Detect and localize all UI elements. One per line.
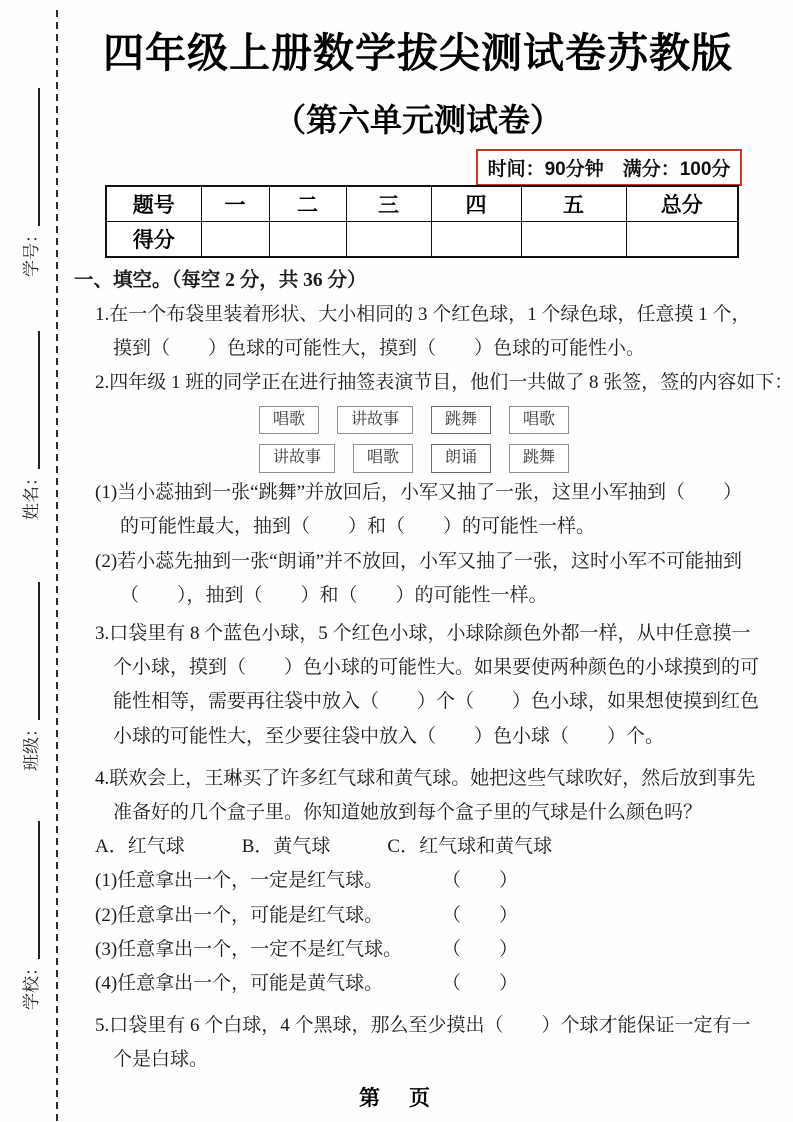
score-table-header-cell: 一 — [201, 186, 269, 222]
time-score-box — [476, 149, 742, 186]
lottery-tag: 唱歌 — [509, 406, 569, 435]
paper-content — [68, 0, 793, 1071]
margin-field-name — [17, 310, 43, 520]
seal-dashed-line — [56, 10, 58, 1122]
lottery-tags-row-1 — [68, 406, 760, 435]
score-table-header-cell: 题号 — [106, 186, 201, 222]
page-number-footer: 第 页 — [359, 1086, 434, 1110]
class-label: 班级： — [22, 720, 41, 771]
name-write-line — [21, 331, 40, 469]
score-table-header-cell: 五 — [521, 186, 626, 222]
score-table-header-cell: 二 — [269, 186, 346, 222]
score-empty-cell — [431, 222, 521, 258]
lottery-tag: 朗诵 — [431, 444, 491, 473]
lottery-tag: 跳舞 — [431, 406, 491, 435]
margin-field-school — [17, 800, 43, 1010]
score-table-header-row — [106, 186, 738, 222]
section-one-heading: 一、填空。（每空 2 分，共 36 分） — [74, 270, 367, 291]
answer-blank: （ ） — [442, 938, 519, 960]
score-table — [105, 185, 739, 258]
question-5: 5.口袋里有 6 个白球，4 个黑球，那么至少摸出（ ）个球才能保证一定有一个是白球。 — [95, 1015, 751, 1071]
question-4-sub-2 — [68, 899, 760, 933]
statement-text: (3)任意拿出一个，一定不是红气球。 — [95, 938, 403, 960]
margin-field-class — [17, 561, 43, 771]
school-label: 学校： — [22, 959, 41, 1010]
lottery-tag: 唱歌 — [259, 406, 319, 435]
score-empty-cell — [626, 222, 738, 258]
answer-blank: （ ） — [442, 972, 519, 994]
statement-text: (1)任意拿出一个，一定是红气球。 — [95, 870, 384, 892]
class-write-line — [21, 582, 40, 720]
school-write-line — [21, 821, 40, 959]
score-table-score-row — [106, 222, 738, 258]
student-id-label: 学号： — [22, 226, 41, 277]
question-4-sub-1 — [68, 864, 760, 898]
lottery-tag: 讲故事 — [337, 406, 413, 435]
question-1: 1.在一个布袋里装着形状、大小相同的 3 个红色球，1 个绿色球，任意摸 1 个，摸到（ ）色球的可能性大，摸到（ ）色球的可能性小。 — [95, 304, 751, 360]
score-table-header-cell: 四 — [431, 186, 521, 222]
answer-blank: （ ） — [442, 904, 519, 926]
score-empty-cell — [521, 222, 626, 258]
page-subtitle: （第六单元测试卷） — [273, 102, 562, 138]
score-table-header-cell: 三 — [346, 186, 431, 222]
lottery-tag: 讲故事 — [259, 444, 335, 473]
page-title: 四年级上册数学拔尖测试卷苏教版 — [103, 30, 733, 76]
statement-text: (2)任意拿出一个，可能是红气球。 — [95, 904, 384, 926]
question-2-sub-1: (1)当小蕊抽到一张“跳舞”并放回后，小军又抽了一张，这里小军抽到（ ）的可能性最大，抽到（ ）和（ ）的可能性一样。 — [95, 482, 743, 538]
lottery-tag: 跳舞 — [509, 444, 569, 473]
answer-blank: （ ） — [442, 870, 519, 892]
time-score-text: 时间：90分钟 满分：100分 — [487, 159, 731, 180]
question-2-sub-2: (2)若小蕊先抽到一张“朗诵”并不放回，小军又抽了一张，这时小军不可能抽到（ ），抽到（ ）和（ ）的可能性一样。 — [95, 550, 743, 606]
student-id-write-line — [21, 88, 40, 226]
question-4-sub-3 — [68, 933, 760, 967]
score-empty-cell — [201, 222, 269, 258]
question-3: 3.口袋里有 8 个蓝色小球，5 个红色小球，小球除颜色外都一样，从中任意摸一个小球，摸到（ ）色小球的可能性大。如果要使两种颜色的小球摸到的可能性相等，需要再往袋中放入（ ）个（ ）色小球，如果想使摸到红色小球的可能性大，至少要往袋中放入（ ）色小球（ ）个。 — [95, 623, 760, 747]
lottery-tag: 唱歌 — [353, 444, 413, 473]
statement-text: (4)任意拿出一个，可能是黄气球。 — [95, 972, 384, 994]
question-4-sub-4 — [68, 967, 760, 1001]
question-4-intro: 4.联欢会上，王琳买了许多红气球和黄气球。她把这些气球吹好，然后放到事先准备好的几个盒子里。你知道她放到每个盒子里的气球是什么颜色吗？ — [95, 767, 756, 823]
name-label: 姓名： — [22, 469, 41, 520]
lottery-tags — [68, 406, 760, 474]
score-empty-cell — [346, 222, 431, 258]
score-empty-cell — [269, 222, 346, 258]
score-table-header-cell: 总分 — [626, 186, 738, 222]
question-4-options: A．红气球 B．黄气球 C．红气球和黄气球 — [95, 836, 553, 858]
section-one — [68, 263, 793, 1077]
question-2-intro: 2.四年级 1 班的同学正在进行抽签表演节目，他们一共做了 8 张签，签的内容如下： — [95, 372, 793, 394]
margin-field-student-id — [17, 67, 43, 277]
score-row-label: 得分 — [106, 222, 201, 258]
lottery-tags-row-2 — [68, 444, 760, 473]
